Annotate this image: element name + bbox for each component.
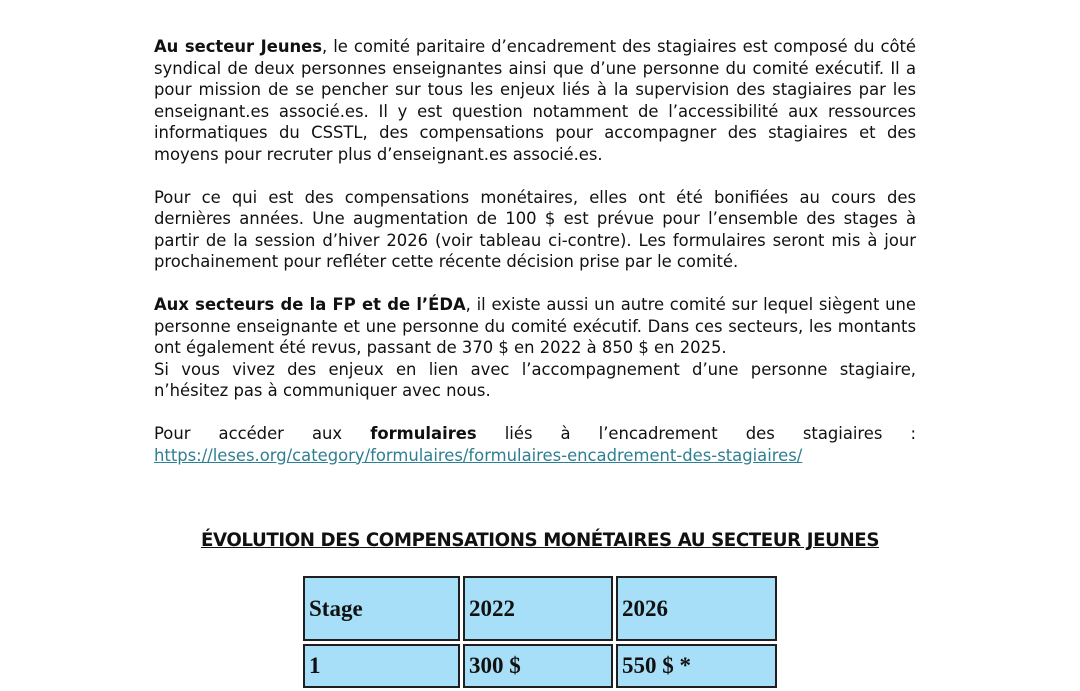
- table-header-2022: 2022: [463, 576, 613, 641]
- formulaires-link[interactable]: https://leses.org/category/formulaires/formulaires-encadrement-des-stagiaires/: [154, 445, 803, 465]
- paragraph-secteurs-fp-eda-heading: Aux secteurs de la FP et de l’ÉDA: [154, 294, 466, 314]
- paragraph-contact: [154, 359, 916, 402]
- compensation-table: [300, 573, 780, 691]
- paragraph-compensations: [154, 187, 916, 273]
- compensation-table-wrap: [300, 573, 780, 691]
- paragraph-secteur-jeunes: [154, 36, 916, 166]
- formulaires-line: [154, 423, 916, 445]
- table-header-stage: Stage: [303, 576, 460, 641]
- table-cell-stage: 1: [303, 644, 460, 688]
- paragraph-secteur-jeunes-heading: Au secteur Jeunes: [154, 37, 323, 56]
- paragraph-secteurs-fp-eda-text: , il existe aussi un autre comité sur lequel siègent une personne enseignante et une personne du comité exécutif. Dans ces secteurs, les montants ont également été revus, passant de 370 $ en 2022 à 850 $ en 2025.: [154, 294, 916, 358]
- formulaires-bold: formulaires: [370, 423, 477, 443]
- paragraph-secteur-jeunes-text: , le comité paritaire d’encadrement des stagiaires est composé du côté syndical de deux personnes enseignantes ainsi que d’une personne du comité exécutif. Il a pour mission de se pencher sur tous les enjeux liés à la supervision des stagiaires par les enseignant.es associé.es. Il y est question notamment de l’accessibilité aux ressources informatiques du CSSTL, des compensations pour accompagner des stagiaires et des moyens pour recruter plus d’enseignant.es associé.es.: [154, 37, 916, 164]
- document-body: [154, 36, 916, 487]
- formulaires-prefix: Pour accéder aux: [154, 423, 343, 443]
- paragraph-compensations-text: Pour ce qui est des compensations monétaires, elles ont été bonifiées au cours des dernières années. Une augmentation de 100 $ est prévue pour l’ensemble des stages à partir de la session d’hiver 2026 (voir tableau ci-contre). Les formulaires seront mis à jour prochainement pour refléter cette récente décision prise par le comité.: [154, 187, 916, 272]
- paragraph-secteurs-fp-eda: [154, 294, 916, 359]
- paragraph-contact-text: Si vous vivez des enjeux en lien avec l’accompagnement d’une personne stagiaire, n’hésitez pas à communiquer avec nous.: [154, 359, 916, 401]
- table-cell-2022: 300 $: [463, 644, 613, 688]
- table-cell-2026: 550 $ *: [616, 644, 777, 688]
- table-header-2026: 2026: [616, 576, 777, 641]
- table-header-row: [303, 576, 777, 641]
- section-title: ÉVOLUTION DES COMPENSATIONS MONÉTAIRES AU SECTEUR JEUNES: [200, 530, 880, 551]
- paragraph-formulaires: [154, 423, 916, 466]
- table-row: [303, 644, 777, 688]
- formulaires-suffix: liés à l’encadrement des stagiaires :: [504, 423, 917, 443]
